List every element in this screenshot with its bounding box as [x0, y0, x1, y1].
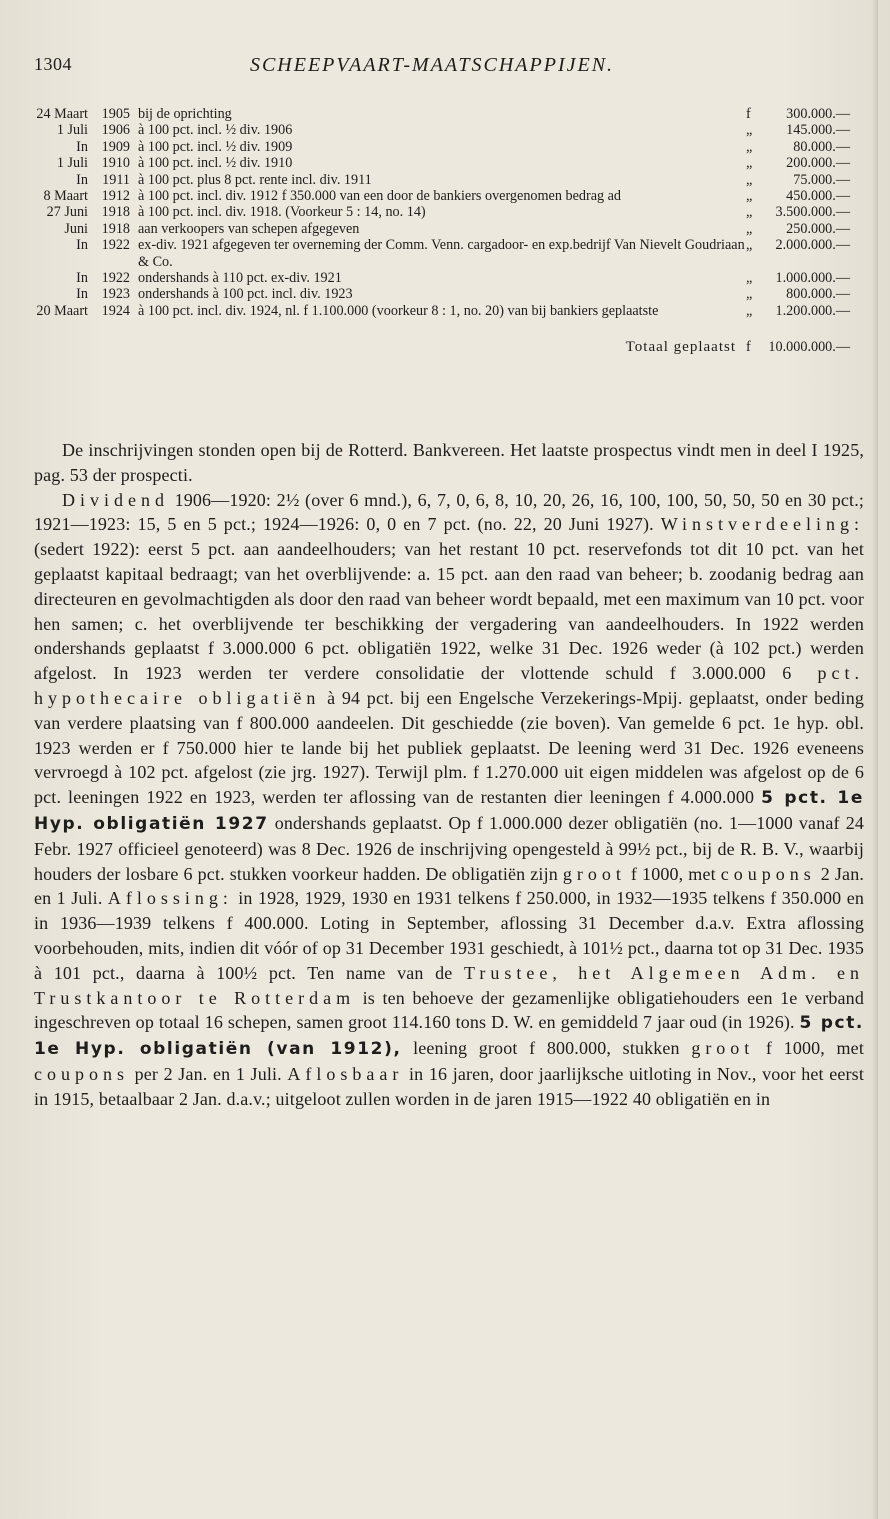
row-amount: 1.200.000.—	[775, 302, 850, 319]
row-date: In	[76, 171, 88, 188]
page-number: 1304	[34, 54, 72, 74]
aflossing-text: in 1928, 1929, 1930 en 1931 telkens f 250.000, in 1932—1935 telkens f 350.000 en in 1936—1939 telkens f 400.000. Loting in September, aflossing 31 December d.a.v. Extra aflossing voorbehouden, mits, indien dit vóór of op 31 December 1931 geschiedt, à 101½ pct., daarna tot op 31 Dec. 1935 à 101 pct., daarna à 100½ pct. Ten name van de	[34, 888, 864, 983]
page-header	[34, 54, 830, 84]
row-description: aan verkoopers van schepen afgegeven	[138, 220, 360, 237]
row-amount: 1.000.000.—	[775, 270, 850, 287]
row-description: à 100 pct. incl. div. 1912 f 350.000 van een door de bankiers overgenomen bedrag ad	[138, 188, 622, 205]
total-currency: f	[746, 339, 751, 356]
row-year: 1923	[101, 286, 130, 303]
table-row	[28, 122, 858, 138]
row-currency: „	[746, 171, 753, 188]
trustee-label: Trustee, het Algemeen Adm. en Trustkantoor te Rotterdam	[34, 962, 864, 1008]
total-row	[28, 339, 858, 355]
row-date: Juni	[64, 220, 88, 237]
groot-label: groot	[562, 863, 626, 884]
row-amount: 2.000.000.—	[775, 237, 850, 254]
coupons2-text: per 2 Jan. en 1 Juli.	[129, 1063, 288, 1084]
row-currency: „	[746, 188, 753, 205]
groot-text: f 1000, met	[625, 863, 721, 884]
row-currency: f	[746, 106, 751, 122]
row-description: à 100 pct. incl. div. 1924, nl. f 1.100.000 (voorkeur 8 : 1, no. 20) van bij bankiers geplaatste	[138, 302, 659, 319]
row-description: ex-div. 1921 afgegeven ter overneming der Comm. Venn. cargadoor- en exp.bedrijf Van Nievelt Goudriaan & Co.	[138, 237, 745, 270]
dividend-label: Dividend	[62, 489, 169, 510]
table-row	[28, 303, 858, 319]
table-row	[28, 204, 858, 220]
row-date: 1 Juli	[56, 155, 88, 172]
trustee-text: is ten behoeve der gezamenlijke obligatiehouders een 1e verband ingeschreven op totaal 16 schepen, samen groot 114.160 tons D. W. en gemiddeld 7 jaar oud (in 1926).	[34, 987, 864, 1033]
row-currency: „	[746, 302, 753, 319]
aflosbaar-text: in 16 jaren, door jaarlijksche uitloting in Nov., voor het eerst in 1915, betaalbaar 2 Jan. d.a.v.; uitgeloot zullen worden in de jaren 1915—1922 40 obligatiën en in	[34, 1063, 864, 1109]
row-amount: 145.000.—	[786, 122, 850, 139]
table-row	[28, 155, 858, 171]
paragraph-dividend	[34, 488, 864, 1112]
hyp-obligaties-label: 6 pct. hypothecaire obligatiën	[34, 663, 864, 708]
total-label: Totaal geplaatst	[625, 339, 736, 356]
row-date: 24 Maart	[36, 106, 88, 122]
row-date: In	[76, 138, 88, 155]
table-row	[28, 172, 858, 188]
row-year: 1905	[101, 106, 130, 122]
coupons-label: coupons	[720, 863, 816, 884]
aflosbaar-label: Aflosbaar	[287, 1063, 404, 1084]
table-row	[28, 286, 858, 302]
row-currency: „	[746, 270, 753, 287]
row-date: 8 Maart	[43, 188, 88, 205]
coupons2-label: coupons	[34, 1063, 129, 1084]
coupons-text: 2 Jan. en 1 Juli.	[34, 863, 865, 909]
row-year: 1909	[101, 138, 130, 155]
row-currency: „	[746, 220, 753, 237]
running-title: SCHEEPVAART-MAATSCHAPPIJEN.	[249, 54, 615, 76]
row-description: à 100 pct. incl. div. 1918. (Voorkeur 5 : 14, no. 14)	[138, 204, 426, 221]
row-year: 1918	[101, 220, 130, 237]
row-year: 1906	[101, 122, 130, 139]
row-amount: 3.500.000.—	[775, 204, 850, 221]
row-date: In	[76, 286, 88, 303]
row-description: à 100 pct. incl. ½ div. 1906	[138, 122, 293, 139]
row-currency: „	[746, 204, 753, 221]
row-amount: 80.000.—	[793, 138, 850, 155]
row-description: bij de oprichting	[138, 106, 232, 122]
row-year: 1922	[101, 270, 130, 287]
bond-1927-text: ondershands geplaatst. Op f 1.000.000 dezer obligatiën (no. 1—1000 vanaf 24 Febr. 1927 officieel genoteerd) was 8 Dec. 1926 de inschrijving opengesteld à 99½ pct., bij de R. B. V., waarbij houders der losbare 6 pct. stukken voorkeur hadden. De obligatiën zijn	[34, 812, 864, 884]
issuance-table	[28, 106, 858, 356]
row-currency: „	[746, 237, 753, 254]
bond-1927-heading: 5 pct. 1e Hyp. obligatiën 1927	[34, 788, 864, 834]
body-text	[34, 438, 864, 1112]
row-year: 1911	[102, 171, 130, 188]
bond-1912-text: leening groot f 800.000, stukken	[401, 1038, 692, 1059]
table-row	[28, 221, 858, 237]
row-currency: „	[746, 138, 753, 155]
table-row	[28, 188, 858, 204]
row-year: 1924	[101, 302, 130, 319]
row-currency: „	[746, 122, 753, 139]
winstverdeeling-text: (sedert 1922): eerst 5 pct. aan aandeelhouders; van het restant 10 pct. reservefonds tot dit 10 pct. van het geplaatst kapitaal bedraagt; van het overblijvende: a. 15 pct. aan den raad van beheer; b. zoodanig bedrag aan directeuren en gevolmachtigden als door den raad van beheer wordt bepaald, met een maximum van 10 pct. voor hen samen; c. het overblijvende ter beschikking der vergadering van aandeelhouders. In 1922 werden ondershands geplaatst f 3.000.000 6 pct. obligatiën 1922, welke 31 Dec. 1926 weder (à 102 pct.) werden afgelost. In 1923 werden ter verdere consolidatie der vlottende schuld f 3.000.000	[34, 539, 864, 684]
table-row	[28, 106, 858, 122]
row-currency: „	[746, 155, 753, 172]
row-amount: 75.000.—	[793, 171, 850, 188]
dividend-text: 1906—1920: 2½ (over 6 mnd.), 6, 7, 0, 6, 8, 10, 20, 26, 16, 100, 100, 50, 50, 50 en 30 pct.; 1921—1923: 15, 5 en 5 pct.; 1924—1926: 0, 0 en 7 pct. (no. 22, 20 Juni 1927).	[34, 489, 864, 535]
bond-1912-heading: 5 pct. 1e Hyp. obligatiën (van 1912),	[34, 1013, 864, 1060]
aflossing-label: Aflossing:	[107, 888, 233, 909]
hyp-obligaties-text: à 94 pct. bij een Engelsche Verzekerings-Mpij. geplaatst, onder beding van verdere plaatsing van f 800.000 aandeelen. Dit geschiedde (zie boven). Van gemelde 6 pct. 1e hyp. obl. 1923 werden er f 750.000 hier te lande bij het publiek geplaatst. De leening werd 31 Dec. 1926 eveneens vervroegd à 102 pct. afgelost (zie jrg. 1927). Terwijl plm. f 1.270.000 uit eigen middelen was afgelost op de 6 pct. leeningen 1922 en 1923, werden ter aflossing van de restanten dier leeningen f 4.000.000	[34, 687, 864, 808]
row-amount: 800.000.—	[786, 286, 850, 303]
page-edge-shadow	[872, 0, 878, 1519]
total-amount: 10.000.000.—	[768, 339, 850, 356]
row-date: In	[76, 237, 88, 254]
row-amount: 250.000.—	[786, 220, 850, 237]
paragraph-prospectus: De inschrijvingen stonden open bij de Rotterd. Bankvereen. Het laatste prospectus vindt men in deel I 1925, pag. 53 der prospecti.	[34, 440, 864, 485]
row-year: 1918	[101, 204, 130, 221]
table-row	[28, 237, 858, 270]
row-year: 1910	[101, 155, 130, 172]
row-amount: 300.000.—	[786, 106, 850, 122]
row-amount: 200.000.—	[786, 155, 850, 172]
row-description: à 100 pct. incl. ½ div. 1909	[138, 138, 293, 155]
row-description: à 100 pct. incl. ½ div. 1910	[138, 155, 293, 172]
table-row	[28, 139, 858, 155]
row-amount: 450.000.—	[786, 188, 850, 205]
row-description: ondershands à 110 pct. ex-div. 1921	[138, 270, 342, 287]
row-year: 1922	[101, 237, 130, 254]
row-date: 1 Juli	[56, 122, 88, 139]
row-year: 1912	[101, 188, 130, 205]
groot2-label: groot	[691, 1038, 755, 1059]
row-description: à 100 pct. plus 8 pct. rente incl. div. 1911	[138, 171, 372, 188]
row-description: ondershands à 100 pct. incl. div. 1923	[138, 286, 353, 303]
row-date: 20 Maart	[36, 302, 88, 319]
table-row	[28, 270, 858, 286]
row-date: 27 Juni	[46, 204, 88, 221]
row-currency: „	[746, 286, 753, 303]
groot2-text: f 1000, met	[754, 1038, 864, 1059]
row-date: In	[76, 270, 88, 287]
winstverdeeling-label: Winstverdeeling:	[660, 514, 864, 535]
